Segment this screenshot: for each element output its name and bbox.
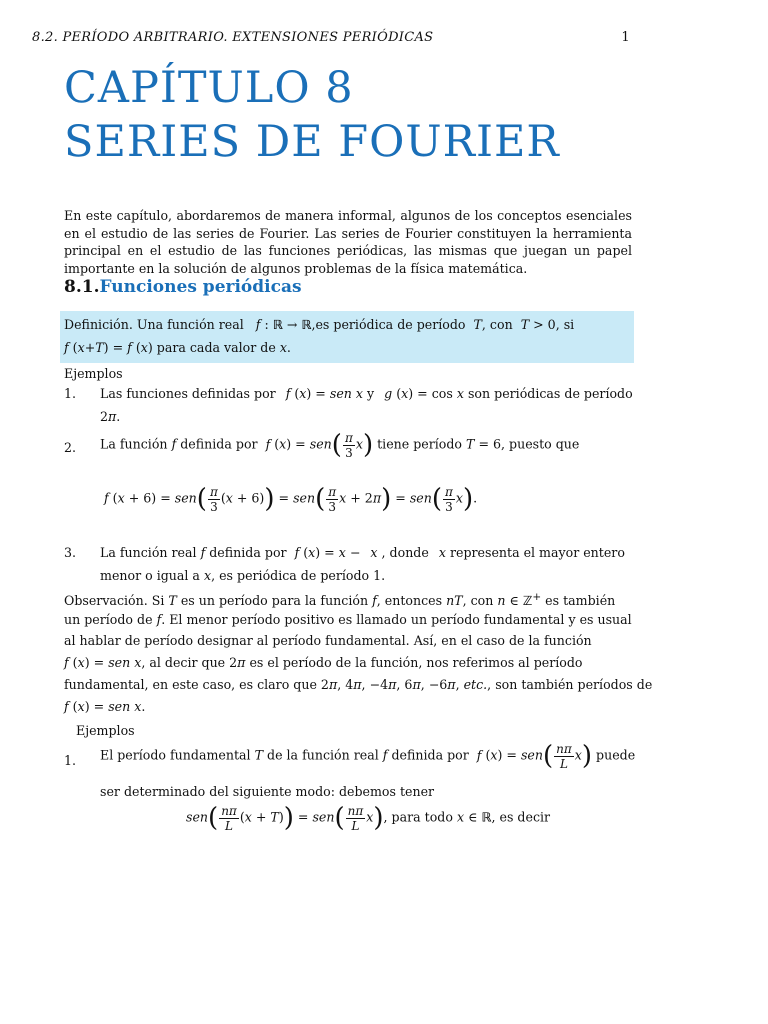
page-number: 1 (621, 30, 630, 45)
example-3-text: La función real f definida por f (x) = x − x , donde x representa el mayor entero (100, 545, 625, 560)
observation-line-2: un período de f. El menor período positivo es llamado un período fundamental y es usual (64, 612, 632, 627)
example-3-number: 3. (64, 545, 77, 560)
example-1-number: 1. (64, 386, 77, 401)
example-1-text: Las funciones definidas por f (x) = sen x y g (x) = cos x son periódicas de período (100, 386, 633, 401)
chapter-title: SERIES DE FOURIER (64, 117, 560, 167)
definition-line-2: f (x+T) = f (x) para cada valor de x. (64, 340, 291, 355)
section-number: 8.1. (64, 277, 100, 297)
examples-label: Ejemplos (64, 366, 123, 381)
fraction: $\frac{\pi}{3}$ (344, 430, 353, 460)
section-heading (64, 277, 302, 297)
running-title: 8.2. PERÍODO ARBITRARIO. EXTENSIONES PERIÓDICAS (32, 30, 434, 45)
equation-fundamental-period: sen( $\frac{n\pi}{L}$ (x + T)) = sen( $\frac{n\pi}{L}$ x), para todo x ∈ ℝ, es decir (186, 803, 551, 833)
observation-line-6: f (x) = sen x. (64, 699, 146, 714)
example-4-text: El período fundamental T de la función real f definida por f (x) = sen( $\frac{n\pi}{L}$ x) puede (100, 741, 636, 771)
running-header (32, 30, 630, 45)
observation-line-3: al hablar de período designar al período fundamental. Así, en el caso de la función (64, 633, 592, 648)
observation-line-1: Observación. Si T es un período para la función f, entonces nT, con n ∈ ℤ+ es también (64, 591, 616, 609)
observation-line-4: f (x) = sen x, al decir que 2π es el período de la función, nos referimos al período (64, 655, 583, 670)
definition-line-1: Definición. Una función real f : ℝ → ℝ,es periódica de período T, con T > 0, si (64, 317, 575, 332)
chapter-number: CAPÍTULO 8 (64, 63, 354, 113)
observation-line-5: fundamental, en este caso, es claro que 2π, 4π, −4π, 6π, −6π, etc., son también períodos de (64, 677, 653, 692)
example-4-number: 1. (64, 753, 77, 768)
example-3-text-2: menor o igual a x, es periódica de período 1. (100, 568, 386, 583)
equation-period-6: f (x + 6) = sen( $\frac{\pi}{3}$ (x + 6)) = sen( $\frac{\pi}{3}$ x + 2π) = sen( $\frac{\pi}{3}$ x). (104, 484, 478, 514)
intro-paragraph: En este capítulo, abordaremos de manera informal, algunos de los conceptos esenciales en el estudio de las series de Fourier. Las series de Fourier constituyen la herramienta principal en el estudio de las funciones periódicas, las mismas que juegan un papel importante en la solución de algunos problemas de la física matemática. (64, 208, 632, 276)
example-1-period: 2π. (100, 409, 121, 424)
section-title: Funciones periódicas (99, 277, 302, 297)
example-2-number: 2. (64, 440, 77, 455)
examples-label-2: Ejemplos (76, 723, 135, 738)
example-4-text-2: ser determinado del siguiente modo: debemos tener (100, 784, 435, 799)
example-2-text: La función f definida por f (x) = sen( $\frac{\pi}{3}$ x) tiene período T = 6, puesto que (100, 430, 580, 460)
